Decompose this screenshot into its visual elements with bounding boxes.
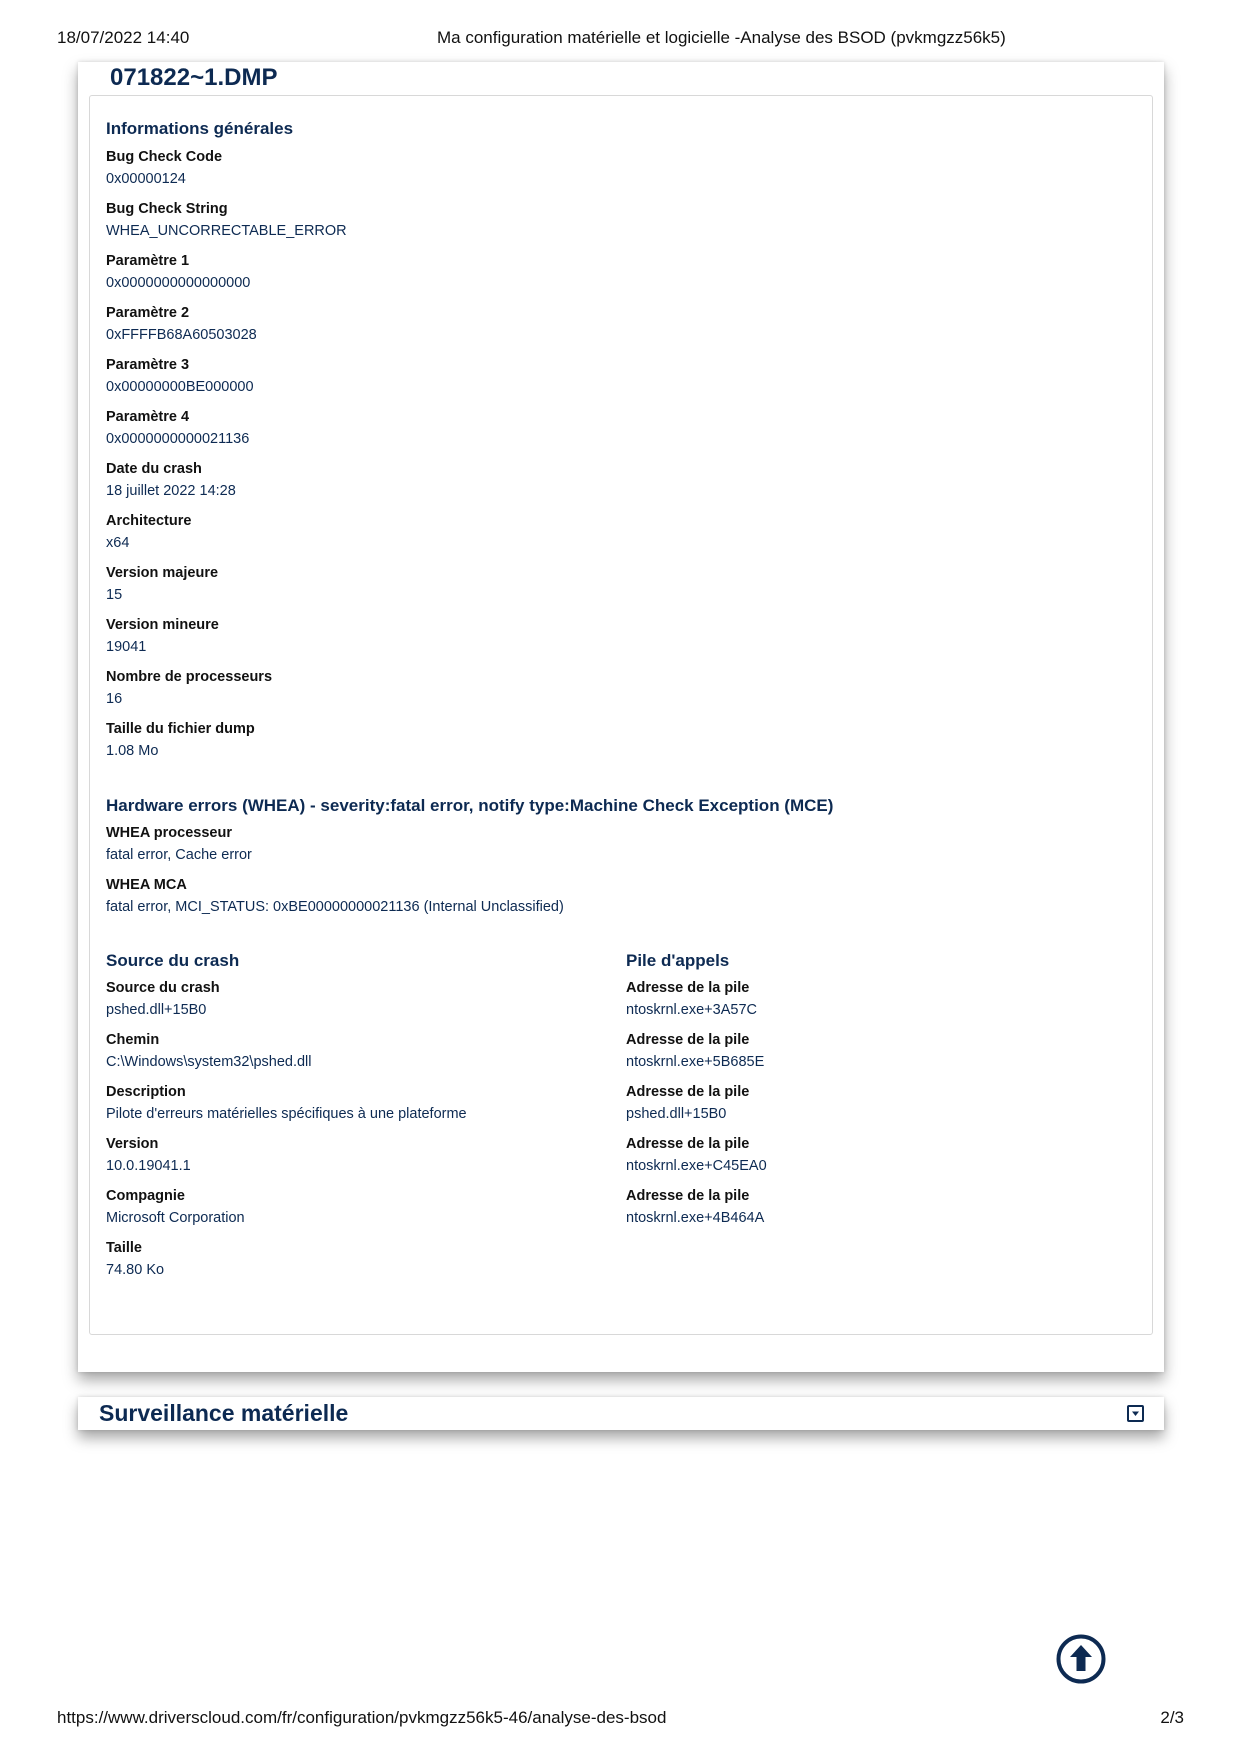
field-version-mineure: Version mineure 19041	[106, 617, 219, 655]
print-page-number: 2/3	[1160, 1708, 1184, 1727]
field-stack-address: Adresse de la pile ntoskrnl.exe+3A57C	[626, 980, 757, 1018]
field-nombre-de-processeurs: Nombre de processeurs 16	[106, 669, 273, 707]
field-bug-check-code: Bug Check Code 0x00000124	[106, 149, 223, 187]
call-stack-title: Pile d'appels	[626, 951, 730, 970]
arrow-up-circle-icon	[1055, 1633, 1107, 1685]
print-url: https://www.driverscloud.com/fr/configuration/pvkmgzz56k5-46/analyse-des-bsod	[57, 1708, 667, 1727]
field-whea-mca: WHEA MCA fatal error, MCI_STATUS: 0xBE00000000021136 (Internal Unclassified)	[106, 877, 564, 915]
dump-filename: 071822~1.DMP	[110, 64, 278, 91]
surveillance-materielle-header[interactable]	[78, 1397, 1164, 1430]
field-stack-address: Adresse de la pile ntoskrnl.exe+5B685E	[626, 1032, 765, 1070]
print-page-title: Ma configuration matérielle et logicielle -Analyse des BSOD (pvkmgzz56k5)	[437, 28, 1006, 47]
dump-details-panel	[89, 95, 1153, 1335]
field-description: Description Pilote d'erreurs matérielles spécifiques à une plateforme	[106, 1084, 467, 1122]
dump-card	[78, 62, 1164, 1372]
field-taille-du-fichier-dump: Taille du fichier dump 1.08 Mo	[106, 721, 255, 759]
general-info-title: Informations générales	[106, 119, 294, 138]
field-date-du-crash: Date du crash 18 juillet 2022 14:28	[106, 461, 236, 499]
field-stack-address: Adresse de la pile ntoskrnl.exe+4B464A	[626, 1188, 765, 1226]
surveillance-materielle-label: Surveillance matérielle	[99, 1400, 349, 1426]
print-header	[57, 28, 1184, 52]
field-compagnie: Compagnie Microsoft Corporation	[106, 1188, 245, 1226]
scroll-to-top-button[interactable]	[1055, 1633, 1107, 1685]
field-stack-address: Adresse de la pile pshed.dll+15B0	[626, 1084, 750, 1122]
field-chemin: Chemin C:\Windows\system32\pshed.dll	[106, 1032, 312, 1070]
whea-title: Hardware errors (WHEA) - severity:fatal error, notify type:Machine Check Exception (MCE)	[106, 796, 834, 815]
field-parametre-4: Paramètre 4 0x0000000000021136	[106, 409, 250, 447]
field-version: Version 10.0.19041.1	[106, 1136, 191, 1174]
field-parametre-1: Paramètre 1 0x0000000000000000	[106, 253, 251, 291]
collapse-toggle-icon[interactable]	[1127, 1405, 1144, 1422]
field-parametre-3: Paramètre 3 0x00000000BE000000	[106, 357, 254, 395]
field-version-majeure: Version majeure 15	[106, 565, 219, 603]
crash-source-title: Source du crash	[106, 951, 240, 970]
field-parametre-2: Paramètre 2 0xFFFFB68A60503028	[106, 305, 257, 343]
print-footer	[57, 1708, 1184, 1732]
field-bug-check-string: Bug Check String WHEA_UNCORRECTABLE_ERROR	[106, 201, 347, 239]
field-architecture: Architecture x64	[106, 513, 192, 551]
print-datetime: 18/07/2022 14:40	[57, 28, 190, 47]
field-whea-processeur: WHEA processeur fatal error, Cache error	[106, 825, 252, 863]
field-taille: Taille 74.80 Ko	[106, 1240, 165, 1278]
field-stack-address: Adresse de la pile ntoskrnl.exe+C45EA0	[626, 1136, 767, 1174]
field-source-du-crash: Source du crash pshed.dll+15B0	[106, 980, 220, 1018]
